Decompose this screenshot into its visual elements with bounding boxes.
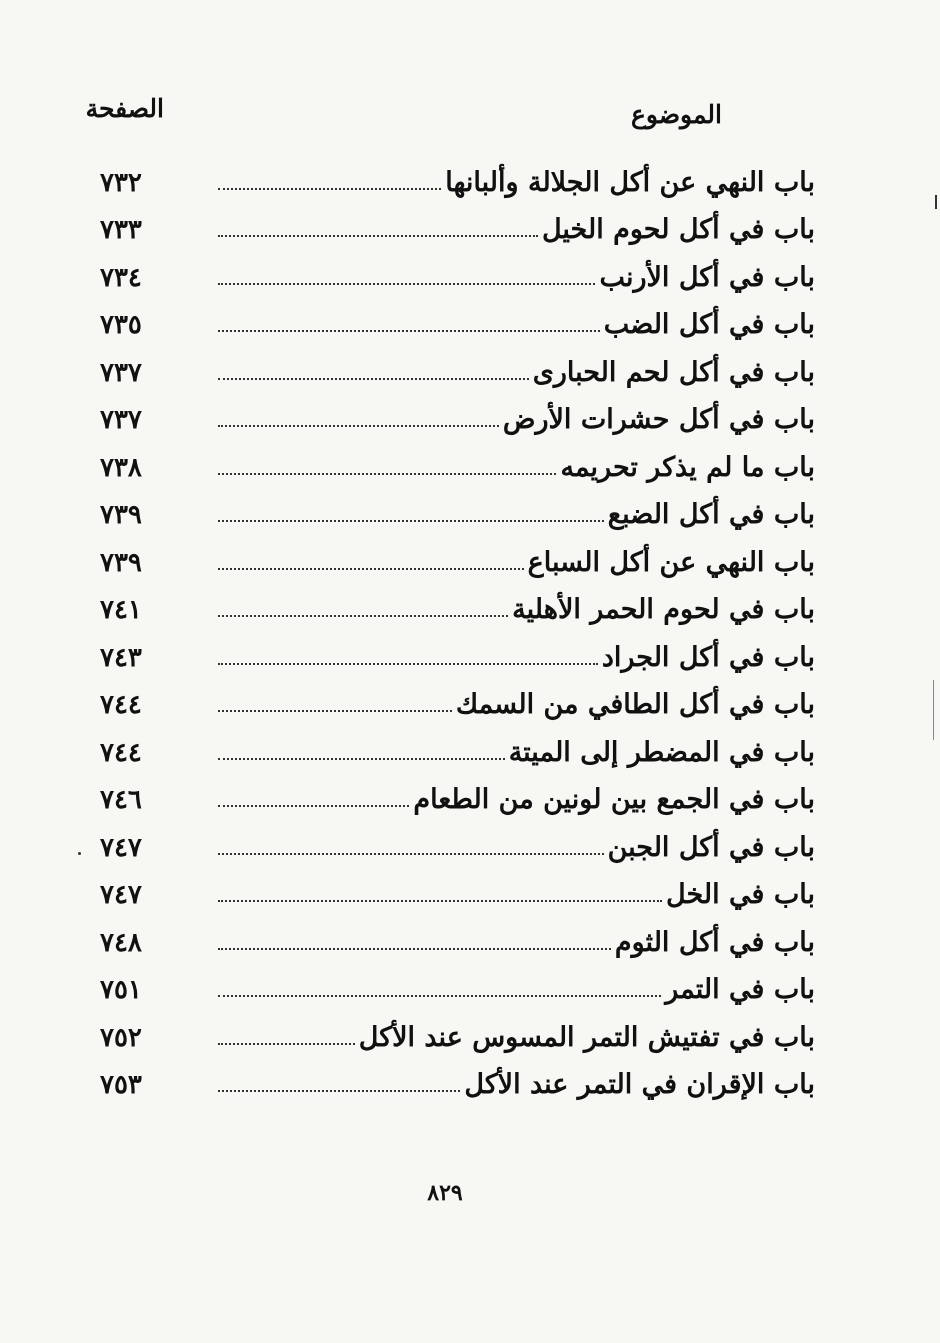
toc-entry-title: باب في أكل الجبن [607, 831, 815, 863]
dot-leader [218, 995, 661, 997]
dot-leader [218, 663, 598, 665]
toc-entry-page: ٧٣٥ [100, 310, 142, 341]
toc-entry [100, 152, 815, 200]
dot-leader [218, 188, 441, 190]
toc-entry-title: باب في التمر [665, 974, 815, 1006]
dot-leader [218, 615, 508, 617]
toc-entry-page: ٧٣٩ [100, 500, 142, 531]
dot-leader [218, 948, 611, 950]
topic-column-header: الموضوع [631, 100, 722, 129]
toc-entry-page: ٧٥٢ [100, 1022, 142, 1053]
toc-entry-page: ٧٣٧ [100, 405, 142, 436]
toc-entry [100, 865, 815, 913]
dot-leader [218, 568, 524, 570]
toc-entry-title: باب الإقران في التمر عند الأكل [464, 1069, 815, 1101]
toc-entry [100, 1055, 815, 1103]
toc-entry-page: ٧٤٣ [100, 642, 142, 673]
toc-entry-title: باب النهي عن أكل الجلالة وألبانها [445, 166, 815, 198]
toc-entry-page: ٧٣٤ [100, 262, 142, 293]
toc-entry [100, 437, 815, 485]
toc-entry-title: باب ما لم يذكر تحريمه [560, 451, 815, 483]
toc-entry-title: باب في أكل الثوم [614, 926, 815, 958]
page-column-header: الصفحة [85, 94, 164, 123]
toc-entry-page: ٧٤٤ [100, 690, 142, 721]
toc-entry-page: ٧٣٢ [100, 167, 142, 198]
toc-entry-title: باب في أكل لحوم الخيل [541, 214, 815, 246]
toc-entry-page: ٧٤٨ [100, 927, 142, 958]
toc-entry [100, 580, 815, 628]
toc-entry [100, 675, 815, 723]
toc-entry-page: ٧٥٣ [100, 1070, 142, 1101]
toc-entry-page: ٧٤٧ [100, 880, 142, 911]
toc-entry-title: باب في أكل الجراد [601, 641, 815, 673]
page-number: ٨٢٩ [427, 1180, 463, 1206]
toc-entry-page: ٧٤٦ [100, 785, 142, 816]
toc-entry [100, 627, 815, 675]
toc-entry-page: ٧٣٩ [100, 547, 142, 578]
toc-entry-title: باب النهي عن أكل السباع [527, 546, 815, 578]
toc-entry [100, 390, 815, 438]
toc-entry-page: ٧٣٧ [100, 357, 142, 388]
toc-entry-title: باب في أكل الضبع [607, 499, 815, 531]
toc-entry [100, 960, 815, 1008]
scan-speck [78, 852, 81, 855]
dot-leader [218, 330, 600, 332]
toc-entry [100, 485, 815, 533]
toc-entry-page: ٧٤٤ [100, 737, 142, 768]
toc-entry-page: ٧٣٨ [100, 452, 142, 483]
toc-entry [100, 295, 815, 343]
scan-speck [933, 680, 934, 740]
dot-leader [218, 283, 595, 285]
toc-entry-page: ٧٥١ [100, 975, 142, 1006]
toc-entry-title: باب في المضطر إلى الميتة [508, 736, 815, 768]
toc-entry-title: باب في الجمع بين لونين من الطعام [413, 784, 815, 816]
dot-leader [218, 853, 604, 855]
toc-entry [100, 817, 815, 865]
dot-leader [218, 520, 604, 522]
dot-leader [218, 900, 662, 902]
toc-entry [100, 247, 815, 295]
dot-leader [218, 235, 538, 237]
dot-leader [218, 378, 529, 380]
toc-entry-title: باب في أكل الطافي من السمك [455, 689, 815, 721]
toc-entry-page: ٧٣٣ [100, 215, 142, 246]
toc-entry-title: باب في تفتيش التمر المسوس عند الأكل [358, 1021, 815, 1053]
dot-leader [218, 1090, 460, 1092]
toc-entry-title: باب في الخل [666, 879, 815, 911]
toc-entry [100, 342, 815, 390]
table-of-contents [100, 152, 815, 1102]
dot-leader [218, 473, 556, 475]
toc-entry [100, 722, 815, 770]
toc-entry [100, 912, 815, 960]
toc-entry [100, 532, 815, 580]
toc-entry [100, 770, 815, 818]
toc-entry-title: باب في أكل حشرات الأرض [502, 404, 815, 436]
toc-entry [100, 1007, 815, 1055]
scan-speck [935, 195, 937, 209]
dot-leader [218, 710, 452, 712]
dot-leader [218, 425, 499, 427]
toc-entry-title: باب في أكل الضب [603, 309, 815, 341]
toc-entry-page: ٧٤٧ [100, 832, 142, 863]
dot-leader [218, 758, 505, 760]
toc-entry-title: باب في أكل لحم الحبارى [532, 356, 815, 388]
dot-leader [218, 1043, 355, 1045]
dot-leader [218, 805, 409, 807]
toc-entry-title: باب في أكل الأرنب [599, 261, 815, 293]
toc-entry [100, 200, 815, 248]
toc-entry-title: باب في لحوم الحمر الأهلية [512, 594, 815, 626]
toc-entry-page: ٧٤١ [100, 595, 142, 626]
